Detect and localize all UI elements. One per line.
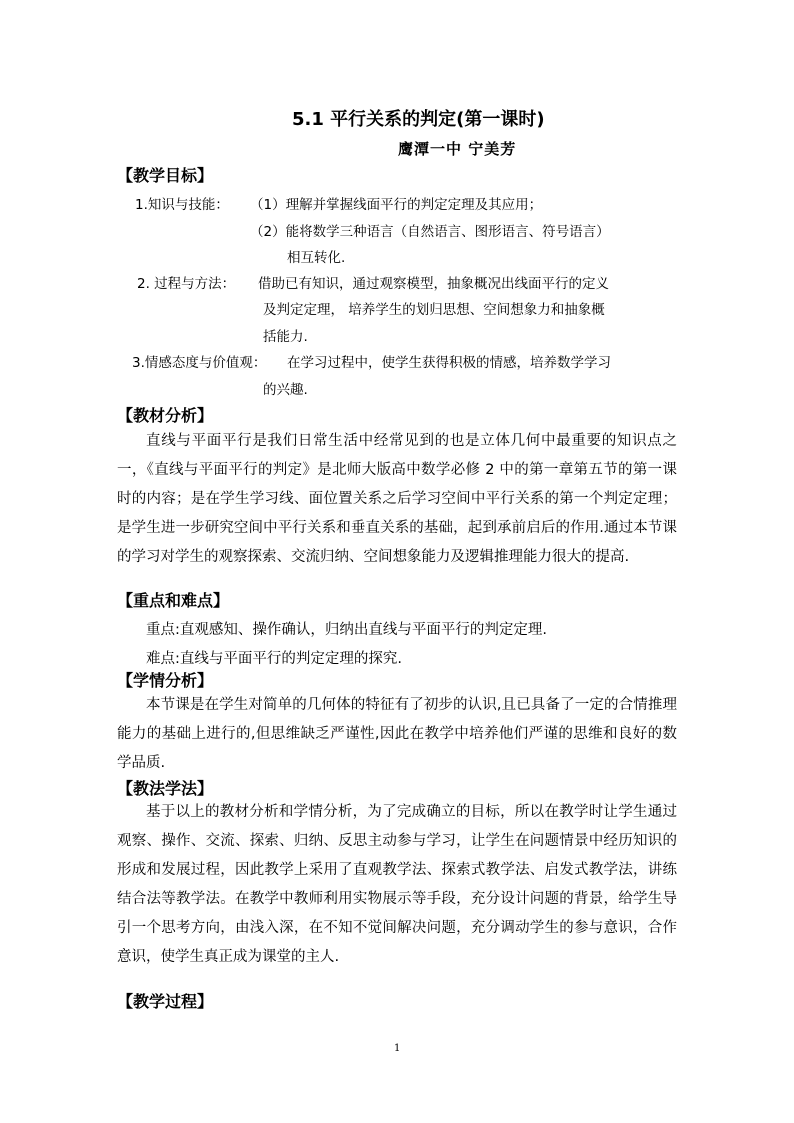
heading-student-analysis: 【学情分析】	[117, 671, 214, 690]
attitude-label: 3.情感态度与价值观：	[132, 355, 267, 371]
key-point-text: 重点:直观感知、操作确认，归纳出直线与平面平行的判定定理.	[146, 622, 547, 638]
knowledge-item-2: （2）能将数学三种语言（自然语言、图形语言、符号语言）	[250, 224, 610, 240]
process-line-1: 借助已有知识，通过观察模型，抽象概况出线面平行的定义	[258, 276, 609, 292]
knowledge-label: 1.知识与技能：	[135, 197, 229, 213]
heading-teaching-goals: 【教学目标】	[117, 166, 214, 185]
author-line: 鹰潭一中 宁美芳	[398, 140, 517, 158]
document-title: 5.1 平行关系的判定(第一课时)	[292, 109, 545, 130]
knowledge-item-2-cont: 相互转化.	[287, 250, 346, 266]
page-number: 1	[394, 1043, 401, 1054]
process-line-2: 及判定定理， 培养学生的划归思想、空间想象力和抽象概	[263, 302, 605, 318]
student-analysis-text: 本节课是在学生对简单的几何体的特征有了初步的认识,且已具备了一定的合情推理能力的基础上进行的,但思维缺乏严谨性,因此在教学中培养他们严谨的思维和良好的数学品质.	[117, 697, 677, 771]
heading-material-analysis: 【教材分析】	[117, 406, 214, 425]
heading-key-points: 【重点和难点】	[117, 591, 230, 610]
attitude-line-2: 的兴趣.	[263, 382, 308, 398]
process-label: 2. 过程与方法：	[137, 276, 236, 292]
teaching-methods-text: 基于以上的教材分析和学情分析，为了完成确立的目标，所以在教学时让学生通过观察、操作、交流、探索、归纳、反思主动参与学习，让学生在问题情景中经历知识的形成和发展过程，因此教学上采用了直观教学法、探索式教学法、启发式教学法，讲练结合法等教学法。在教学中教师利用实物展示等手段，充分设计问题的背景，给学生导引一个思考方向，由浅入深，在不知不觉间解决问题，充分调动学生的参与意识，合作意识，使学生真正成为课堂的主人.	[117, 804, 677, 965]
attitude-line-1: 在学习过程中，使学生获得积极的情感，培养数学学习	[287, 355, 611, 371]
heading-teaching-process: 【教学过程】	[117, 992, 214, 1011]
knowledge-item-1: （1）理解并掌握线面平行的判定定理及其应用；	[250, 197, 543, 213]
heading-teaching-methods: 【教法学法】	[117, 779, 214, 798]
material-analysis-text: 直线与平面平行是我们日常生活中经常见到的也是立体几何中最重要的知识点之一，《直线与平面平行的判定》是北师大版高中数学必修 2 中的第一章第五节的第一课时的内容；是在学生学习线、面位置关系之后学习空间中平行关系的第一个判定定理；是学生进一步研究空间中平行关系和垂直关系的基础，起到承前启后的作用.通过本节课的学习对学生的观察探索、交流归纳、空间想象能力及逻辑推理能力很大的提高.	[117, 433, 677, 565]
process-line-3: 括能力.	[263, 329, 308, 345]
difficult-point-text: 难点:直线与平面平行的判定定理的探究.	[146, 651, 402, 667]
